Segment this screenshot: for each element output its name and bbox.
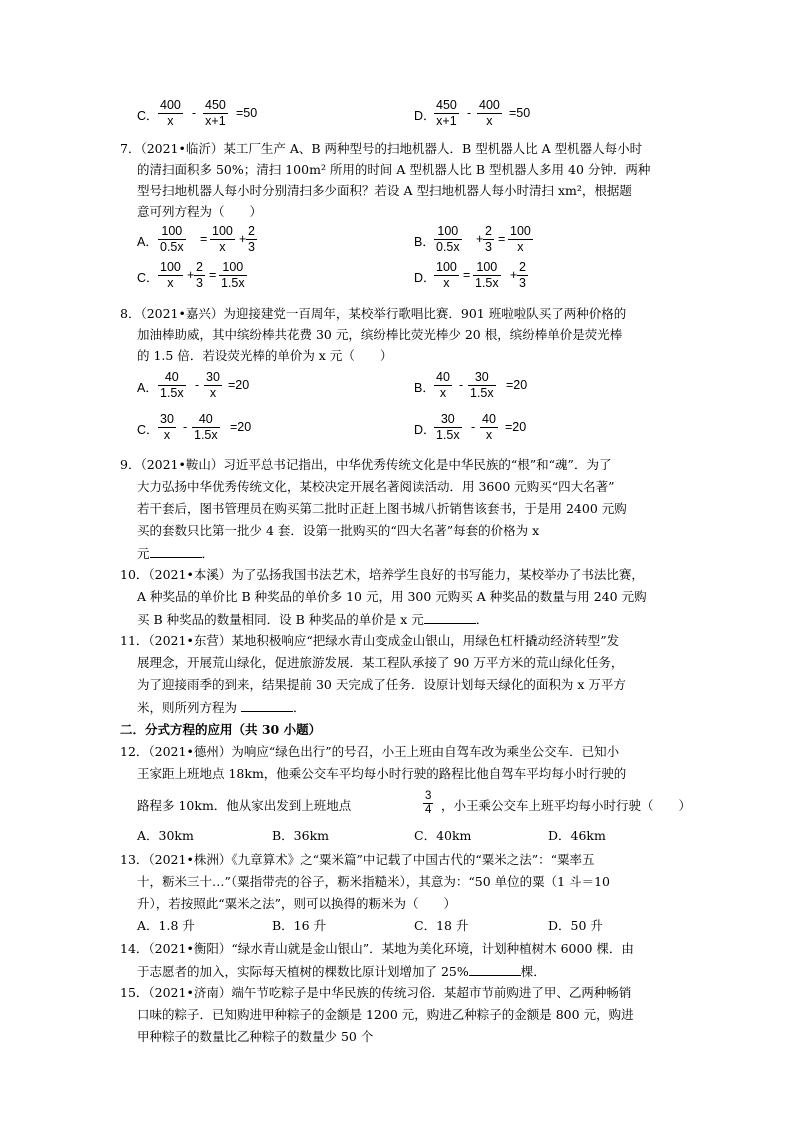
q8-line3: 的 1.5 倍．若设荧光棒的单价为 x 元（ ）	[137, 348, 393, 363]
q12-option-b: B．36km	[272, 828, 330, 843]
q8-c-frac2: $\frac{40}{1.5x}$	[194, 412, 218, 442]
q7-a-frac1: $\frac{100}{0.5x}$	[160, 224, 184, 254]
q7-d-frac1: $\frac{100}{x}$	[436, 260, 457, 290]
answer-blank[interactable]	[150, 545, 202, 558]
q7-line2: 的清扫面积多 50%；清扫 100m² 所用的时间 A 型机器人比 B 型机器人多用 40 分钟．两种	[137, 162, 651, 177]
q8-line1: 8．（2021•嘉兴）为迎接建党一百周年，某校举行歌唱比赛．901 班啦啦队买了两种价格的	[120, 306, 627, 321]
q12-option-d: D．46km	[548, 828, 606, 843]
q12-line2: 王家距上班地点 18km，他乘公交车平均每小时行驶的路程比他自驾车平均每小时行驶的	[137, 766, 627, 781]
q7-c-frac1: $\frac{100}{x}$	[160, 260, 181, 290]
q6-c-rhs: =50	[236, 106, 258, 120]
q8-d-rhs: =20	[505, 420, 527, 434]
q8-a-rhs: =20	[228, 378, 250, 392]
q10-line3: 买 B 种奖品的数量相同．设 B 种奖品的单价是 x 元 ．	[137, 612, 489, 627]
q11-line1: 11．（2021•东营）某地积极响应“把绿水青山变成金山银山，用绿色杠杆撬动经济转型”发	[120, 633, 620, 648]
q13-line3: 升），若按照此“粟米之法”，则可以换得的粝米为（ ）	[137, 896, 457, 911]
q7-line4: 意可列方程为（ ）	[137, 204, 263, 219]
answer-blank[interactable]	[469, 963, 521, 976]
q13-option-b: B．16 升	[272, 918, 327, 933]
q8-d-frac2: $\frac{40}{x}$	[482, 412, 496, 442]
q9-line3: 若干套后，图书管理员在购买第二批时正赶上图书城八折销售该套书，于是用 2400 元购	[137, 501, 627, 516]
q13-option-c: C．18 升	[414, 918, 469, 933]
q7-d-eq: =	[463, 268, 471, 282]
q7-c-op: +	[187, 268, 195, 282]
q8-b-rhs: =20	[506, 378, 528, 392]
q7-b-frac2: $\frac{2}{3}$	[485, 224, 492, 254]
q8-option-a-label: A．	[137, 381, 158, 395]
q7-c-eq: =	[209, 268, 217, 282]
q6-c-frac1: $\frac{400}{x}$	[160, 98, 181, 128]
q13-option-a: A．1.8 升	[137, 918, 195, 933]
q10-line2: A 种奖品的单价比 B 种奖品的单价多 10 元，用 300 元购买 A 种奖品的数量与用 240 元购	[137, 589, 647, 604]
q7-line1: 7．（2021•临沂）某工厂生产 A、B 两种型号的扫地机器人．B 型机器人比 A 型机器人每小时	[120, 141, 643, 156]
q12-line3a: 路程多 10km．他从家出发到上班地点	[137, 798, 352, 813]
q7-d-frac3: $\frac{2}{3}$	[519, 260, 526, 290]
answer-blank[interactable]	[241, 699, 293, 712]
q6-d-rhs: =50	[509, 106, 531, 120]
q11-line2: 展理念，开展荒山绿化，促进旅游发展．某工程队承接了 90 万平方米的荒山绿化任务，	[137, 655, 624, 670]
q12-line3b: ，小王乘公交车上班平均每小时行驶（ ）	[441, 798, 692, 813]
q7-b-frac1: $\frac{100}{0.5x}$	[436, 224, 460, 254]
q9-line1: 9．（2021•鞍山）习近平总书记指出，中华优秀传统文化是中华民族的“根”和“魂”．为了	[120, 457, 612, 472]
answer-blank[interactable]	[424, 611, 476, 624]
q7-b-frac3: $\frac{100}{x}$	[510, 224, 531, 254]
q6-d-op: -	[467, 106, 472, 120]
q8-d-op: -	[471, 420, 476, 434]
q6-c-op: -	[192, 106, 197, 120]
q9-line5: 元 ．	[137, 546, 215, 561]
q6-d-frac2: $\frac{400}{x}$	[479, 98, 500, 128]
q7-b-eq: =	[498, 232, 506, 246]
q7-c-frac3: $\frac{100}{1.5x}$	[221, 260, 245, 290]
q8-c-rhs: =20	[230, 420, 252, 434]
q7-option-b-label: B．	[414, 235, 435, 249]
q8-option-d-label: D．	[414, 423, 436, 437]
q8-c-frac1: $\frac{30}{x}$	[160, 412, 174, 442]
q15-line3: 甲种粽子的数量比乙种粽子的数量少 50 个	[137, 1029, 374, 1044]
q11-line3: 为了迎接雨季的到来，结果提前 30 天完成了任务．设原计划每天绿化的面积为 x 万平方	[137, 677, 626, 692]
q12-option-a: A．30km	[137, 828, 194, 843]
q7-option-a-label: A．	[137, 235, 158, 249]
q6-option-d-label: D．	[414, 109, 436, 123]
q7-line3: 型号扫地机器人每小时分别清扫多少面积？若设 A 型扫地机器人每小时清扫 xm²，根据题	[137, 183, 632, 198]
q13-option-d: D．50 升	[548, 918, 603, 933]
q15-line1: 15．（2021•济南）端午节吃粽子是中华民族的传统习俗．某超市节前购进了甲、乙两种畅销	[120, 985, 632, 1000]
q7-b-op: +	[476, 232, 484, 246]
q12-option-c: C．40km	[414, 828, 472, 843]
q7-a-eq: =	[200, 232, 208, 246]
q14-line1: 14．（2021•衡阳）“绿水青山就是金山银山”．某地为美化环境，计划种植树木 6000 棵．由	[120, 941, 634, 956]
q8-a-frac2: $\frac{30}{x}$	[206, 370, 220, 400]
q7-a-frac2: $\frac{100}{x}$	[212, 224, 233, 254]
q12-line1: 12．（2021•德州）为响应“绿色出行”的号召，小王上班由自驾车改为乘坐公交车．已知小	[120, 744, 620, 759]
q7-d-frac2: $\frac{100}{1.5x}$	[475, 260, 499, 290]
q7-a-frac3: $\frac{2}{3}$	[248, 224, 255, 254]
q11-line4: 米，则所列方程为 ．	[137, 700, 306, 715]
q7-a-op: +	[239, 232, 247, 246]
q8-option-c-label: C．	[137, 423, 159, 437]
q8-a-op: -	[195, 378, 200, 392]
q8-d-frac1: $\frac{30}{1.5x}$	[436, 412, 460, 442]
q6-c-frac2: $\frac{450}{x+1}$	[205, 98, 226, 128]
q8-option-b-label: B．	[414, 381, 435, 395]
q13-line2: 十，粝米三十…”（粟指带壳的谷子，粝米指糙米），其意为：“50 单位的粟（1 斗＝10	[137, 874, 610, 889]
q12-fraction: $\frac{3}{4}$	[425, 790, 432, 816]
q10-line1: 10．（2021•本溪）为了弘扬我国书法艺术，培养学生良好的书写能力，某校举办了书法比赛，	[120, 567, 644, 582]
q9-line2: 大力弘扬中华优秀传统文化，某校决定开展名著阅读活动．用 3600 元购买“四大名著”	[137, 479, 615, 494]
q7-option-c-label: C．	[137, 271, 159, 285]
q8-b-frac2: $\frac{30}{1.5x}$	[470, 370, 494, 400]
q6-d-frac1: $\frac{450}{x+1}$	[436, 98, 457, 128]
q9-line4: 买的套数只比第一批少 4 套．设第一批购买的“四大名著”每套的价格为 x	[137, 523, 540, 538]
q7-c-frac2: $\frac{2}{3}$	[196, 260, 203, 290]
q8-b-op: -	[459, 378, 464, 392]
q8-b-frac1: $\frac{40}{x}$	[436, 370, 450, 400]
section-heading: 二．分式方程的应用（共 30 小题）	[120, 722, 322, 737]
q14-line2: 于志愿者的加入，实际每天植树的棵数比原计划增加了 25% 棵．	[137, 964, 546, 979]
q8-c-op: -	[183, 420, 188, 434]
q6-option-c-label: C．	[137, 109, 159, 123]
q13-line1: 13．（2021•株洲）《九章算术》之“粟米篇”中记载了中国古代的“粟米之法”：“粟率五	[120, 852, 595, 867]
q8-a-frac1: $\frac{40}{1.5x}$	[160, 370, 184, 400]
q15-line2: 口味的粽子．已知购进甲种粽子的金额是 1200 元，购进乙种粽子的金额是 800 元，购进	[137, 1007, 634, 1022]
q7-d-op: +	[510, 268, 518, 282]
q7-option-d-label: D．	[414, 271, 436, 285]
q8-line2: 加油棒助威，其中缤纷棒共花费 30 元，缤纷棒比荧光棒少 20 根，缤纷棒单价是荧光棒	[137, 327, 623, 342]
